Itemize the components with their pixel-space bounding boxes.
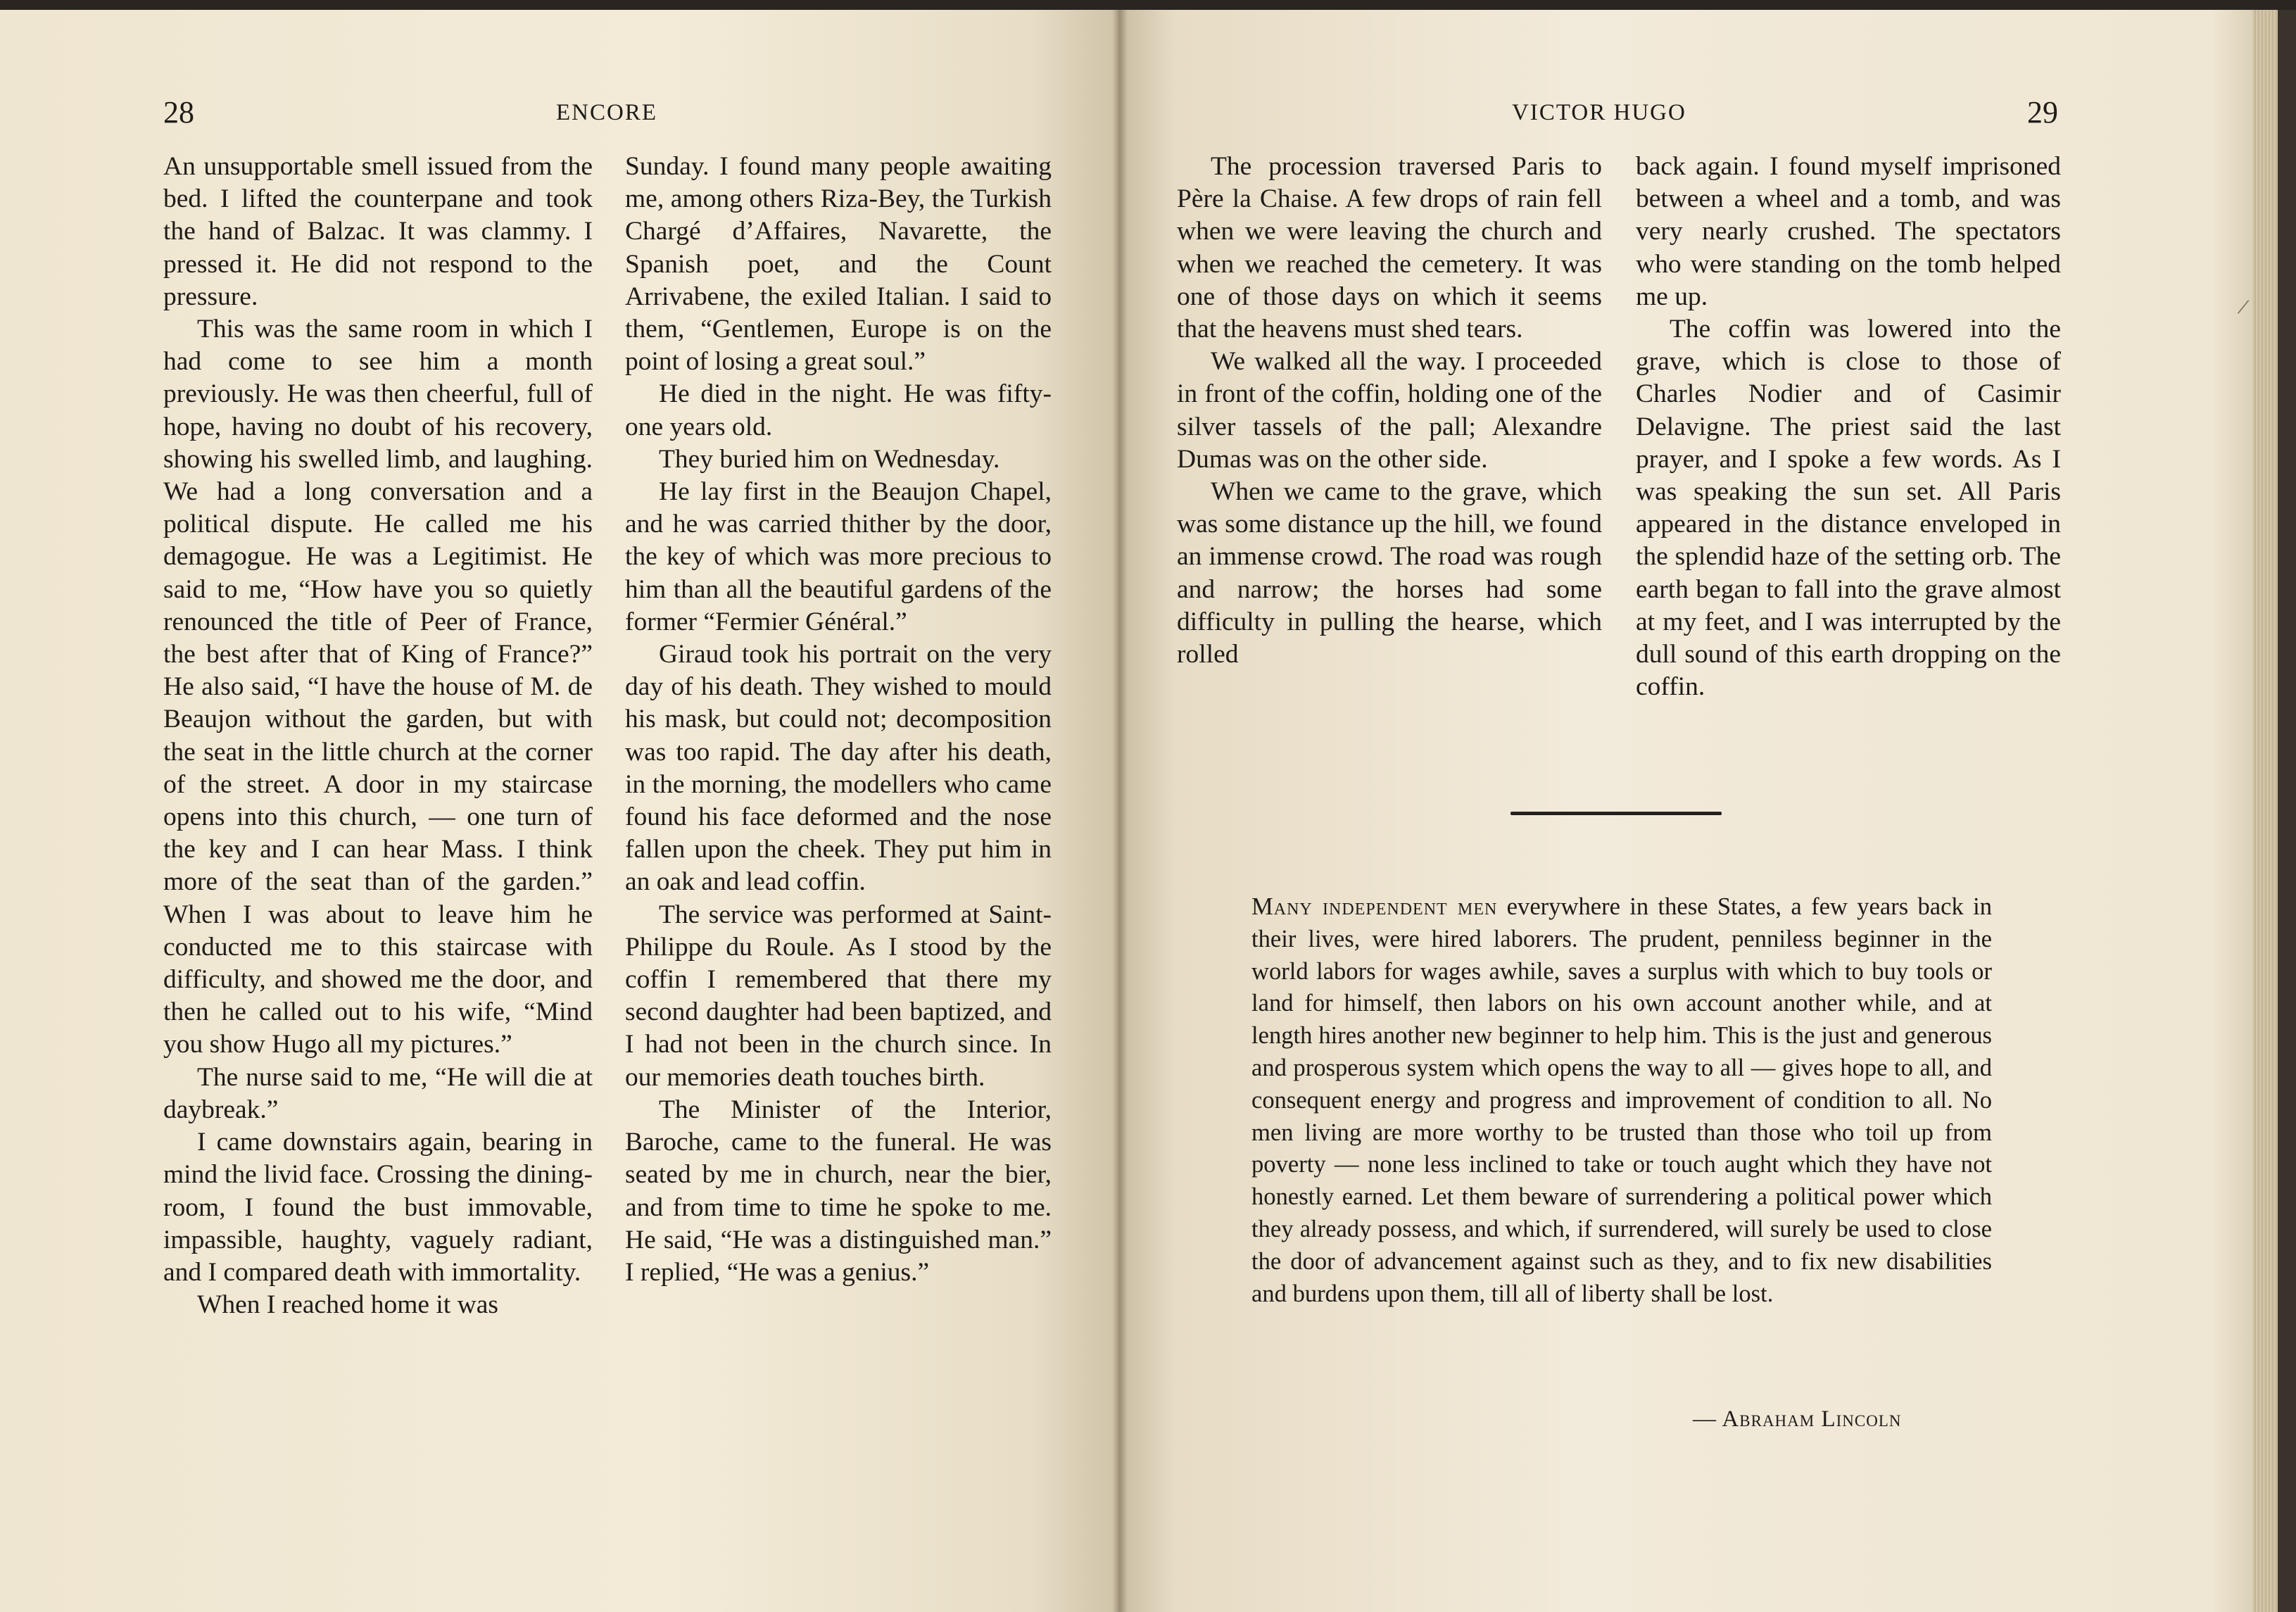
quotation-text: [1251, 891, 1992, 1310]
right-running-head: VICTOR HUGO: [1512, 100, 1686, 125]
paragraph: The Minister of the Interior, Baroche, came to the funeral. He was seated by me in church, near the bier, and from time to time he spoke to me. He said, “He was a distinguished man.” I replied, “He was a genius.”: [625, 1095, 1052, 1287]
paragraph: Giraud took his portrait on the very day of his death. They wished to mould his mask, but could not; decomposition was too rapid. The day after his death, in the morning, the modellers who came found his face deformed and the nose fallen upon the cheek. They put him in an oak and lead coffin.: [625, 640, 1052, 897]
paragraph: Sunday. I found many people awaiting me, among others Riza-Bey, the Turkish Chargé d’Affaires, Navarette, the Spanish poet, and the Count Arrivabene, the exiled Italian. I said to them, “Gentlemen, Europe is on the point of losing a great soul.”: [625, 152, 1052, 377]
quotation-attribution: — Abraham Lincoln: [1693, 1406, 1902, 1432]
paragraph: back again. I found myself imprisoned between a wheel and a tomb, and was very nearly crushed. The spectators who were standing on the tomb helped me up.: [1636, 152, 2061, 311]
quotation-body: everywhere in these States, a few years back in their lives, were hired laborers. The prudent, penniless beginner in the world labors for wages awhile, saves a surplus with which to buy tools or land for himself, then labors on his own account another while, and at length hires another new beginner to help him. This is the just and generous and prosperous system which opens the way to all — gives hope to all, and consequent energy and progress and improvement of condition to all. No men living are more worthy to be trusted than those who toil up from poverty — none less inclined to take or touch aught which they have not honestly earned. Let them beware of surrendering a political power which they already possess, and which, if surrendered, will surely be used to close the door of advancement against such as they, and to fix new disabilities and burdens upon them, till all of liberty shall be lost.: [1251, 893, 1992, 1307]
lincoln-quotation: [1251, 891, 1992, 1310]
paragraph: We walked all the way. I proceeded in front of the coffin, holding one of the silver tassels of the pall; Alexandre Dumas was on the other side.: [1177, 347, 1602, 474]
paragraph: They buried him on Wednesday.: [659, 444, 1000, 474]
left-page-number: 28: [163, 95, 194, 130]
right-column-2: [1636, 151, 2061, 703]
paragraph: When I reached home it was: [197, 1290, 498, 1320]
quotation-lead-smallcaps: Many independent men: [1251, 893, 1498, 920]
paragraph: When we came to the grave, which was some distance up the hill, we found an immense crowd. The road was rough and narrow; the horses had some difficulty in pulling the hearse, which rolled: [1177, 477, 1602, 669]
gutter: [1112, 10, 1128, 1612]
paragraph: The nurse said to me, “He will die at daybreak.”: [163, 1062, 593, 1124]
paragraph: I came downstairs again, bearing in mind the livid face. Crossing the dining-room, I found the bust immovable, impassible, haughty, vaguely radiant, and I compared death with immortality.: [163, 1128, 593, 1287]
paragraph: This was the same room in which I had come to see him a month previously. He was then cheerful, full of hope, having no doubt of his recovery, showing his swelled limb, and laughing. We had a long conversation and a political dispute. He called me his demagogue. He was a Legitimist. He said to me, “How have you so quietly renounced the title of Peer of France, the best after that of King of France?” He also said, “I have the house of M. de Beaujon without the garden, but with the seat in the little church at the corner of the street. A door in my staircase opens into this church, — one turn of the key and I can hear Mass. I think more of the seat than of the garden.” When I was about to leave him he conducted me to this staircase with difficulty, and showed me the door, and then he called out to his wife, “Mind you show Hugo all my pictures.”: [163, 315, 593, 1059]
margin-pencil-mark: /: [2235, 294, 2251, 321]
book-cover-edge: [2278, 10, 2296, 1612]
paragraph: He died in the night. He was fifty-one years old.: [625, 379, 1052, 441]
left-column-1: [163, 151, 593, 1321]
paragraph: He lay first in the Beaujon Chapel, and he was carried thither by the door, the key of which was more precious to him than all the beautiful gardens of the former “Fermier Général.”: [625, 477, 1052, 636]
right-column-1: [1177, 151, 1602, 671]
paragraph: An unsupportable smell issued from the bed. I lifted the counterpane and took the hand of Balzac. It was clammy. I pressed it. He did not respond to the pressure.: [163, 152, 593, 311]
paragraph: The coffin was lowered into the grave, which is close to those of Charles Nodier and of Casimir Delavigne. The priest said the last prayer, and I spoke a few words. As I was speaking the sun set. All Paris appeared in the distance enveloped in the splendid haze of the setting orb. The earth began to fall into the grave almost at my feet, and I was interrupted by the dull sound of this earth dropping on the coffin.: [1636, 315, 2061, 702]
right-page-number: 29: [2027, 95, 2058, 130]
left-running-head: ENCORE: [556, 100, 657, 125]
left-column-2: [625, 151, 1052, 1289]
paragraph: The service was performed at Saint-Philippe du Roule. As I stood by the coffin I remembered that there my second daughter had been baptized, and I had not been in the church since. In our memories death touches birth.: [625, 900, 1052, 1092]
section-divider-rule: [1510, 812, 1722, 815]
paragraph: The procession traversed Paris to Père la Chaise. A few drops of rain fell when we were leaving the church and when we reached the cemetery. It was one of those days on which it seems that the heavens must shed tears.: [1177, 152, 1602, 344]
